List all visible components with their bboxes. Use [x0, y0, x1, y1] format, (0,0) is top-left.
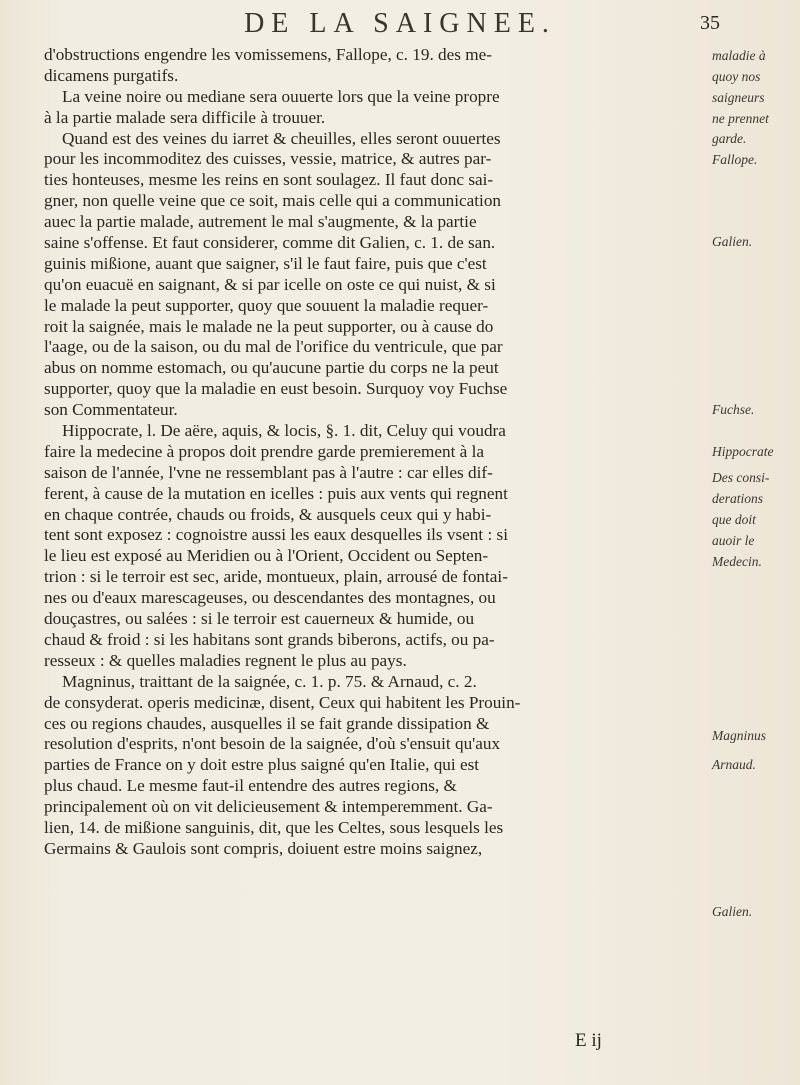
text-line: guinis mißione, auant que saigner, s'il le faut faire, puis que c'est: [44, 253, 487, 273]
text-line: Hippocrate, l. De aëre, aquis, & locis, §. 1. dit, Celuy qui voudra: [62, 421, 506, 441]
text-line: en chaque contrée, chauds ou froids, & ausquels ceux qui y habi-: [44, 504, 492, 524]
text-line: l'aage, ou de la saison, ou du mal de l'orifice du ventricule, que par: [44, 337, 503, 357]
text-line: le lieu est exposé au Meridien ou à l'Orient, Occident ou Septen-: [44, 546, 489, 566]
text-line: supporter, quoy que la maladie en eust besoin. Surquoy voy Fuchse: [44, 379, 508, 399]
margin-note: garde.: [712, 131, 747, 146]
margin-note: saigneurs: [712, 90, 765, 105]
text-line: La veine noire ou mediane sera ouuerte lors que la veine propre: [62, 86, 500, 106]
text-line: gner, non quelle veine que ce soit, mais celle qui a communication: [44, 191, 502, 211]
text-line: plus chaud. Le mesme faut-il entendre des autres regions, &: [44, 776, 457, 796]
text-line: abus on nomme estomach, ou qu'aucune partie du corps ne la peut: [44, 358, 499, 378]
text-line: ces ou regions chaudes, ausquelles il se fait grande dissipation &: [44, 713, 490, 733]
text-line: de consyderat. operis medicinæ, disent, Ceux qui habitent les Prouin-: [44, 692, 521, 712]
margin-note: quoy nos: [712, 69, 761, 84]
text-line: saine s'offense. Et faut considerer, comme dit Galien, c. 1. de san.: [44, 233, 496, 253]
text-line: nes ou d'eaux marescageuses, ou descendantes des montagnes, ou: [44, 588, 496, 608]
text-line: pour les incommoditez des cuisses, vessie, matrice, & autres par-: [44, 149, 492, 169]
margin-note: Galien.: [712, 904, 753, 919]
margin-note: Magninus: [712, 728, 766, 743]
text-line: douçastres, ou salées : si le terroir est cauerneux & humide, ou: [44, 609, 475, 629]
text-line: Germains & Gaulois sont compris, doiuent estre moins saignez,: [44, 838, 483, 858]
text-line: faire la medecine à propos doit prendre garde premierement à la: [44, 441, 484, 461]
text-line: d'obstructions engendre les vomissemens, Fallope, c. 19. des me-: [44, 45, 492, 64]
margin-note: Galien.: [712, 234, 753, 249]
margin-note: auoir le: [712, 533, 755, 548]
margin-note: Fallope.: [712, 152, 758, 167]
text-line: trion : si le terroir est sec, aride, montueux, plain, arrousé de fontai-: [44, 567, 508, 587]
signature-mark: E ij: [575, 1030, 602, 1051]
page-number: 35: [700, 12, 720, 34]
text-line: ferent, à cause de la mutation en icelles : puis aux vents qui regnent: [44, 483, 508, 503]
margin-note: maladie à: [712, 48, 766, 63]
text-line: ties honteuses, mesme les reins en sont soulagez. Il faut donc sai-: [44, 170, 494, 190]
margin-note: Des consi-: [712, 470, 770, 485]
margin-note: ne prennet: [712, 111, 769, 126]
margin-note: Fuchse.: [712, 402, 755, 417]
text-line: principalement où on vit delicieusement & intemperemment. Ga-: [44, 797, 493, 817]
text-line: resseux : & quelles maladies regnent le plus au pays.: [44, 650, 407, 670]
text-line: Quand est des veines du iarret & cheuilles, elles seront ouuertes: [62, 128, 501, 148]
text-line: parties de France on y doit estre plus saigné qu'en Italie, qui est: [44, 755, 480, 775]
text-line: le malade la peut supporter, quoy que souuent la maladie requer-: [44, 295, 489, 315]
text-line: tent sont exposez : cognoistre aussi les eaux desquelles ils vsent : si: [44, 525, 508, 545]
page-header: [0, 8, 800, 48]
margin-note: que doit: [712, 512, 756, 527]
text-line: Magninus, traittant de la saignée, c. 1. p. 75. & Arnaud, c. 2.: [62, 671, 477, 691]
text-line: chaud & froid : si les habitans sont grands biberons, actifs, ou pa-: [44, 629, 495, 649]
margin-note: derations: [712, 491, 764, 506]
margin-note: Medecin.: [712, 554, 762, 569]
text-line: saison de l'année, l'vne ne ressemblant pas à l'autre : car elles dif-: [44, 462, 493, 482]
text-line: dicamens purgatifs.: [44, 65, 179, 85]
body-text: [44, 45, 709, 860]
text-line: lien, 14. de mißione sanguinis, dit, que les Celtes, sous lesquels les: [44, 817, 504, 837]
text-line: resolution d'esprits, n'ont besoin de la saignée, d'où s'ensuit qu'aux: [44, 734, 501, 754]
text-line: roit la saignée, mais le malade ne la peut supporter, ou à cause do: [44, 316, 494, 336]
text-line: auec la partie malade, autrement le mal s'augmente, & la partie: [44, 212, 477, 232]
text-line: à la partie malade sera difficile à trouuer.: [44, 107, 326, 127]
margin-note: Arnaud.: [712, 757, 756, 772]
text-line: qu'on euacuë en saignant, & si par icelle on oste ce qui nuist, & si: [44, 274, 496, 294]
running-title: DE LA SAIGNEE.: [244, 8, 556, 39]
margin-note: Hippocrate: [712, 444, 774, 459]
text-line: son Commentateur.: [44, 400, 178, 420]
